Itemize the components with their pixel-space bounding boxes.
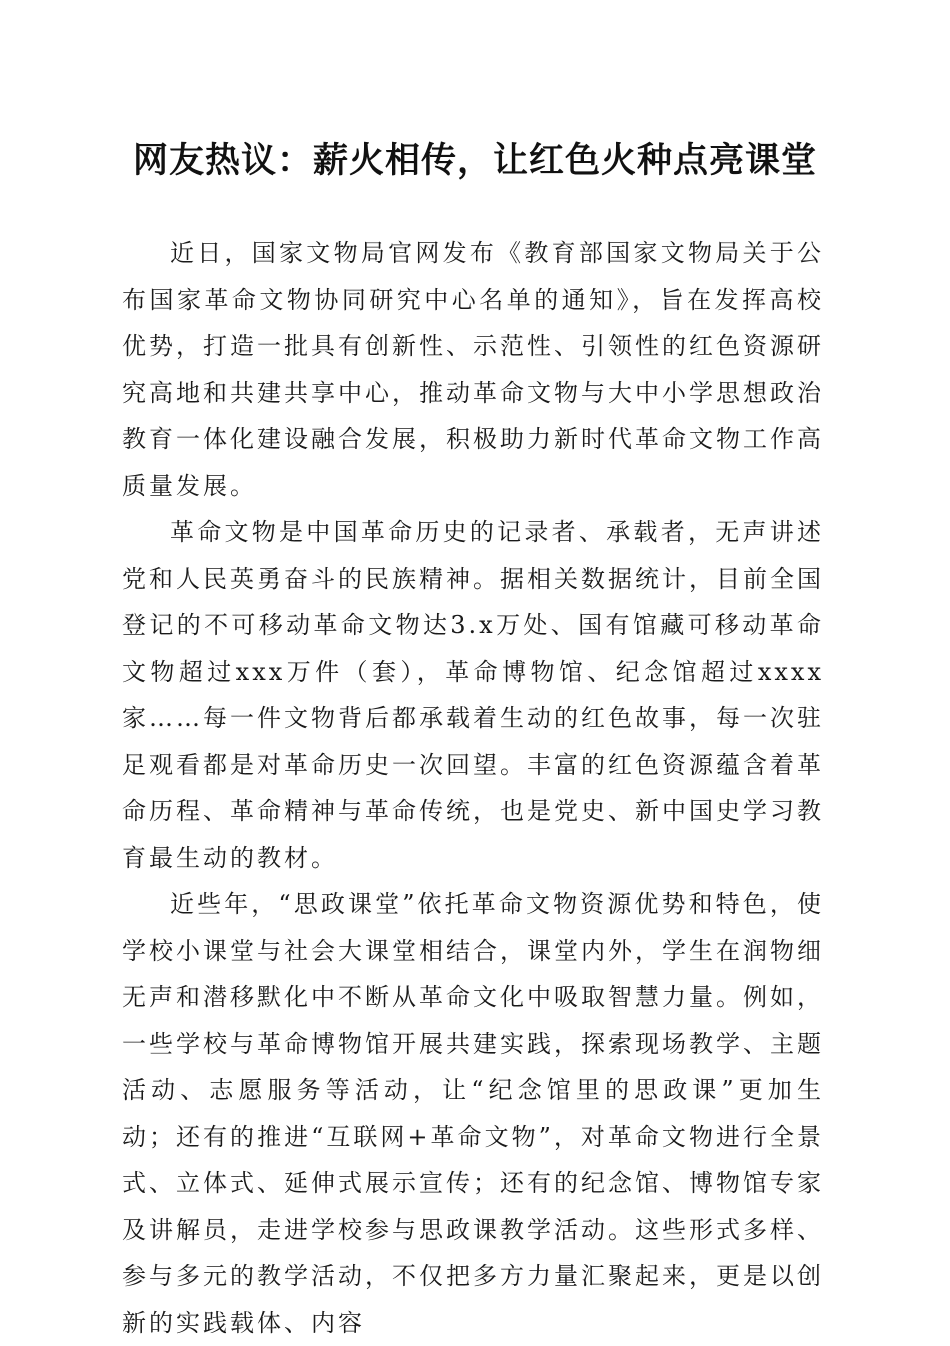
paragraph-3: 近些年，“思政课堂”依托革命文物资源优势和特色，使学校小课堂与社会大课堂相结合，课堂内外，学生在润物细无声和潜移默化中不断从革命文化中吸取智慧力量。例如，一些学校与革命博物馆开展共建实践，探索现场教学、主题活动、志愿服务等活动，让“纪念馆里的思政课”更加生动；还有的推进“互联网+革命文物”，对革命文物进行全景式、立体式、延伸式展示宣传；还有的纪念馆、博物馆专家及讲解员，走进学校参与思政课教学活动。这些形式多样、参与多元的教学活动，不仅把多方力量汇聚起来，更是以创新的实践载体、内容 [122, 890, 824, 1337]
paragraph-1: 近日，国家文物局官网发布《教育部国家文物局关于公布国家革命文物协同研究中心名单的通知》，旨在发挥高校优势，打造一批具有创新性、示范性、引领性的红色资源研究高地和共建共享中心，推动革命文物与大中小学思想政治教育一体化建设融合发展，积极助力新时代革命文物工作高质量发展。 [122, 239, 824, 500]
page-title: 网友热议：薪火相传，让红色火种点亮课堂 [132, 140, 817, 181]
paragraph-2: 革命文物是中国革命历史的记录者、承载者，无声讲述党和人民英勇奋斗的民族精神。据相关数据统计，目前全国登记的不可移动革命文物达3.x万处、国有馆藏可移动革命文物超过xxx万件（套），革命博物馆、纪念馆超过xxxx家……每一件文物背后都承载着生动的红色故事，每一次驻足观看都是对革命历史一次回望。丰富的红色资源蕴含着革命历程、革命精神与革命传统，也是党史、新中国史学习教育最生动的教材。 [122, 518, 824, 872]
article-body [122, 230, 824, 1346]
